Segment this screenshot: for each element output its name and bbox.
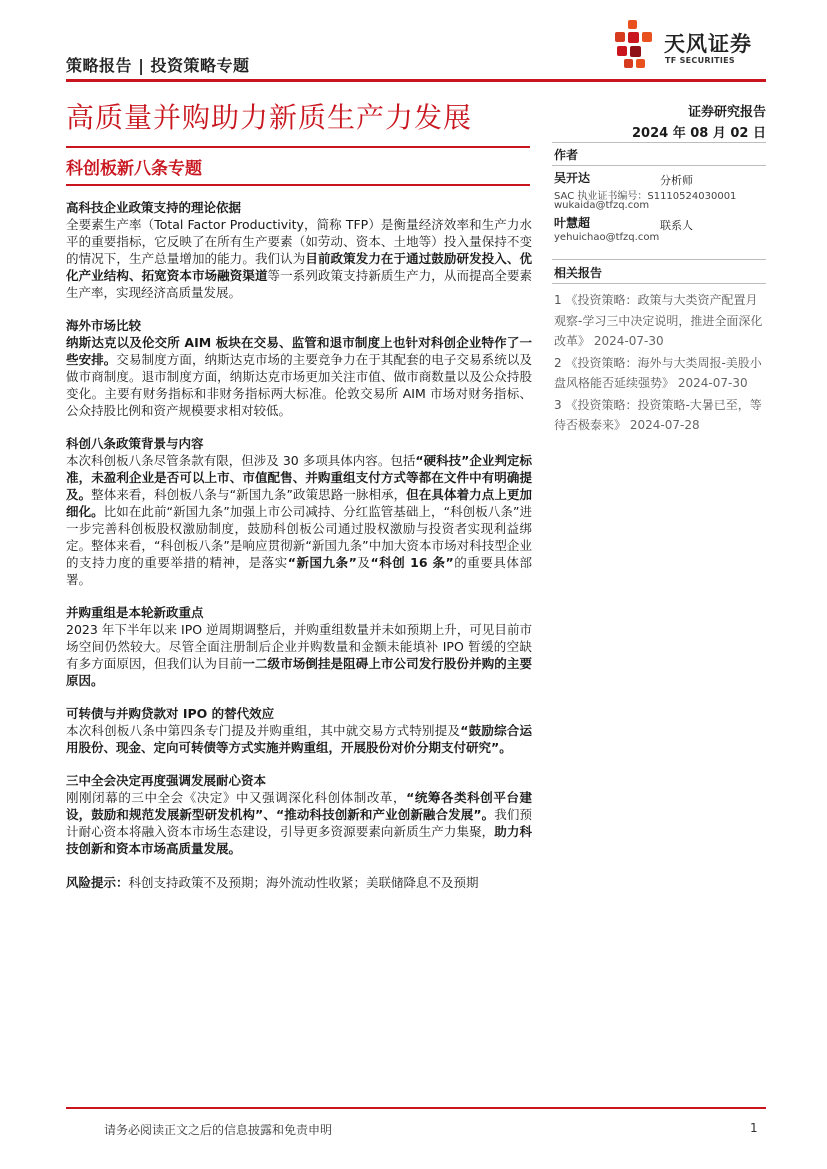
section-highlight: “硬科技”企业判定标准，未盈利企业是否可以上市、市值配售、并购重组支付方式等都在文件中有明确提及。 bbox=[66, 453, 532, 502]
related-report-title[interactable]: 2 《投资策略：海外与大类周报-美股小盘风格能否延续强势》 bbox=[554, 355, 762, 390]
section-text-run: 整体来看，科创板八条与“新国九条”政策思路一脉相承， bbox=[91, 487, 407, 502]
section-text bbox=[66, 789, 532, 857]
report-type: 证券研究报告 bbox=[687, 105, 766, 120]
author-name: 吴开达 bbox=[554, 171, 591, 185]
related-report-item[interactable] bbox=[554, 353, 766, 394]
summary-body bbox=[66, 200, 532, 891]
author-email[interactable]: wukaida@tfzq.com bbox=[554, 200, 650, 211]
header-divider bbox=[66, 79, 766, 82]
section-text-run: 交易制度方面，纳斯达克市场的主要竞争力在于其配套的电子交易系统以及做市商制度。退市制度方面，纳斯达克市场更加关注市值、做市商数量以及公众持股变化。主要有财务指标和非财务指标两大标准。伦敦交易所 AIM 市场对财务指标、公众持股比例和资产规模要求相对较低。 bbox=[66, 352, 532, 418]
section-text bbox=[66, 452, 532, 588]
related-reports-heading: 相关报告 bbox=[554, 266, 603, 280]
company-logo bbox=[612, 20, 762, 72]
page-number: 1 bbox=[750, 1121, 758, 1135]
section-title: 三中全会决定再度强调发展耐心资本 bbox=[66, 773, 267, 788]
section-title: 科创八条政策背景与内容 bbox=[66, 436, 204, 451]
section-text bbox=[66, 334, 532, 419]
summary-section bbox=[66, 200, 532, 301]
related-report-date: 2024-07-30 bbox=[593, 334, 664, 348]
section-text-run: 本次科创板八条中第四条专门提及并购重组，其中就交易方式特别提及 bbox=[66, 723, 461, 738]
section-highlight: 纳斯达克以及伦交所 AIM 板块在交易、监管和退市制度上也针对科创企业特作了一些安排。 bbox=[66, 335, 532, 367]
summary-section bbox=[66, 318, 532, 419]
risk-warning bbox=[66, 874, 532, 891]
section-highlight: “统筹各类科创平台建设，鼓励和规范发展新型研发机构”、“推动科技创新和产业创新融合发展”。 bbox=[66, 790, 532, 822]
report-category: 策略报告 | 投资策略专题 bbox=[66, 56, 250, 75]
related-report-title[interactable]: 3 《投资策略：投资策略-大暑已至，等待否极泰来》 bbox=[554, 397, 762, 432]
section-highlight: “科创 16 条” bbox=[370, 555, 454, 570]
section-text-run: 2023 年下半年以来 IPO 逆周期调整后，并购重组数量并未如预期上升，可见目前市场空间仍然较大。尽管全面注册制后企业并购数量和金额未能填补 IPO 暂缓的空缺有多方面原因，但我们认为目前 bbox=[66, 622, 532, 671]
section-text-run: 我们预计耐心资本将融入资本市场生态建设，引导更多资源要素向新质生产力集聚， bbox=[66, 807, 532, 839]
summary-section bbox=[66, 605, 532, 689]
related-report-item[interactable] bbox=[554, 290, 766, 352]
section-text-run: 的重要具体部署。 bbox=[66, 555, 532, 587]
section-text-run: 等一系列政策支持新质生产力，从而提高全要素生产率，实现经济高质量发展。 bbox=[66, 268, 532, 300]
section-title: 并购重组是本轮新政重点 bbox=[66, 605, 204, 620]
summary-section bbox=[66, 436, 532, 588]
sidebar-divider bbox=[552, 283, 766, 284]
sidebar-divider bbox=[552, 142, 766, 143]
title-divider bbox=[66, 146, 530, 148]
sidebar-divider bbox=[552, 259, 766, 260]
section-text-run: 及 bbox=[356, 555, 371, 570]
page-subtitle: 科创板新八条专题 bbox=[66, 159, 202, 179]
report-date: 2024 年 08 月 02 日 bbox=[632, 126, 766, 141]
section-text bbox=[66, 216, 532, 301]
author-role: 联系人 bbox=[660, 219, 693, 232]
logo-text-cn: 天风证券 bbox=[664, 32, 752, 56]
risk-text: 科创支持政策不及预期；海外流动性收紧；美联储降息不及预期 bbox=[128, 875, 479, 890]
footer-divider bbox=[66, 1107, 766, 1109]
page-title: 高质量并购助力新质生产力发展 bbox=[66, 101, 473, 134]
summary-section bbox=[66, 706, 532, 756]
author-name: 叶慧超 bbox=[554, 216, 591, 230]
tf-logo-icon bbox=[612, 20, 656, 68]
related-report-title[interactable]: 1 《投资策略：政策与大类资产配置月观察-学习三中决定说明，推进全面深化改革》 bbox=[554, 293, 763, 348]
section-highlight: “新国九条” bbox=[287, 555, 357, 570]
section-text bbox=[66, 722, 532, 756]
section-text bbox=[66, 621, 532, 689]
summary-section bbox=[66, 773, 532, 857]
related-reports-list bbox=[554, 290, 766, 437]
author-email[interactable]: yehuichao@tfzq.com bbox=[554, 232, 660, 243]
sidebar-divider bbox=[552, 165, 766, 166]
disclaimer-note: 请务必阅读正文之后的信息披露和免责申明 bbox=[104, 1123, 333, 1137]
subtitle-divider bbox=[66, 184, 530, 186]
section-title: 高科技企业政策支持的理论依据 bbox=[66, 200, 242, 215]
section-highlight: 但在具体着力点上更加细化。 bbox=[66, 487, 532, 519]
risk-label: 风险提示： bbox=[66, 875, 129, 890]
related-report-date: 2024-07-30 bbox=[677, 376, 748, 390]
section-highlight: “鼓励综合运用股份、现金、定向可转债等方式实施并购重组，开展股份对价分期支付研究”。 bbox=[66, 723, 532, 755]
section-highlight: 目前政策发力在于通过鼓励研发投入、优化产业结构、拓宽资本市场融资渠道 bbox=[66, 251, 532, 283]
related-report-item[interactable] bbox=[554, 395, 766, 436]
related-report-date: 2024-07-28 bbox=[629, 418, 700, 432]
section-text-run: 比如在此前“新国九条”加强上市公司减持、分红监管基础上，“科创板八条”进一步完善科创板股权激励制度，鼓励科创板公司通过股权激励与投资者实现利益绑定。整体来看，“科创板八条”是响应贯彻新“新国九条”中加大资本市场对科技型企业的支持力度的重要举措的精神，是落实 bbox=[66, 504, 532, 570]
logo-text-en: TF SECURITIES bbox=[665, 56, 735, 65]
section-text-run: 全要素生产率（Total Factor Productivity，简称 TFP）是衡量经济效率和生产力水平的重要指标，它反映了在所有生产要素（如劳动、资本、土地等）投入量保持不变的情况下，生产总量增加的能力。我们认为 bbox=[66, 217, 532, 266]
section-title: 可转债与并购贷款对 IPO 的替代效应 bbox=[66, 706, 275, 721]
section-highlight: 助力科技创新和资本市场高质量发展。 bbox=[66, 824, 532, 856]
section-highlight: 一二级市场倒挂是阻碍上市公司发行股份并购的主要原因。 bbox=[66, 656, 532, 688]
section-title: 海外市场比较 bbox=[66, 318, 142, 333]
authors-heading: 作者 bbox=[554, 148, 579, 162]
section-text-run: 本次科创板八条尽管条款有限，但涉及 30 多项具体内容。包括 bbox=[66, 453, 416, 468]
author-license: SAC 执业证书编号：S1110524030001 bbox=[554, 191, 737, 202]
section-text-run: 刚刚闭幕的三中全会《决定》中又强调深化科创体制改革， bbox=[66, 790, 407, 805]
author-role: 分析师 bbox=[660, 174, 693, 187]
